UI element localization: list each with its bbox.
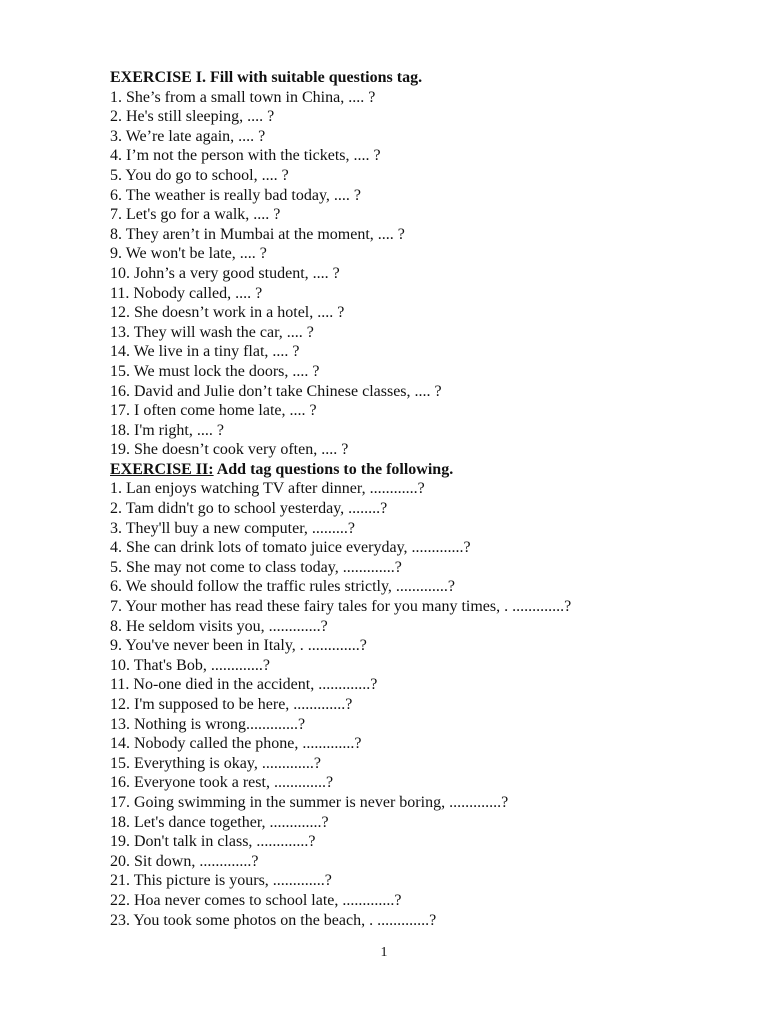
exercise-1-heading: EXERCISE I. Fill with suitable questions tag. (110, 69, 423, 86)
document-page (110, 68, 750, 930)
exercise-1-item: 17. I often come home late, .... ? (110, 402, 317, 420)
exercise-1-item: 4. I’m not the person with the tickets, .... ? (110, 147, 381, 165)
exercise-1-item: 8. They aren’t in Mumbai at the moment, .... ? (110, 225, 405, 243)
exercise-2-item: 5. She may not come to class today, .............? (110, 558, 402, 576)
exercise-1-item: 10. John’s a very good student, .... ? (110, 264, 340, 282)
exercise-1-item: 11. Nobody called, .... ? (110, 284, 263, 302)
exercise-2-item: 3. They'll buy a new computer, .........? (110, 519, 355, 537)
exercise-2-item: 10. That's Bob, .............? (110, 656, 270, 674)
exercise-1-item: 2. He's still sleeping, .... ? (110, 108, 275, 126)
exercise-2-item: 6. We should follow the traffic rules strictly, .............? (110, 578, 456, 596)
exercise-2-item: 23. You took some photos on the beach, . .............? (110, 911, 437, 929)
exercise-1-item: 16. David and Julie don’t take Chinese classes, .... ? (110, 382, 442, 400)
exercise-2-item: 11. No-one died in the accident, .............? (110, 676, 378, 694)
exercise-1-item: 13. They will wash the car, .... ? (110, 323, 314, 341)
exercise-1-item: 7. Let's go for a walk, .... ? (110, 206, 281, 224)
exercise-1-list (110, 88, 750, 460)
page-number: 1 (380, 945, 388, 960)
exercise-2-item: 1. Lan enjoys watching TV after dinner, ............? (110, 480, 425, 498)
exercise-2-item: 2. Tam didn't go to school yesterday, ........? (110, 500, 388, 518)
exercise-2-item: 20. Sit down, .............? (110, 852, 259, 870)
exercise-2-item: 21. This picture is yours, .............? (110, 872, 332, 890)
exercise-2-item: 7. Your mother has read these fairy tales for you many times, . .............? (110, 598, 572, 616)
exercise-2-item: 19. Don't talk in class, .............? (110, 833, 316, 851)
exercise-2-item: 22. Hoa never comes to school late, .............? (110, 891, 402, 909)
exercise-2-item: 4. She can drink lots of tomato juice everyday, .............? (110, 539, 471, 557)
exercise-2-list (110, 479, 750, 930)
exercise-1-item: 14. We live in a tiny flat, .... ? (110, 343, 300, 361)
exercise-2-heading-text: Add tag questions to the following. (213, 460, 454, 478)
exercise-2-item: 8. He seldom visits you, .............? (110, 617, 328, 635)
exercise-1-item: 19. She doesn’t cook very often, .... ? (110, 441, 349, 459)
exercise-2-heading (110, 460, 750, 480)
exercise-2-item: 17. Going swimming in the summer is never boring, .............? (110, 793, 509, 811)
exercise-1-item: 6. The weather is really bad today, .... ? (110, 186, 362, 204)
exercise-2-item: 12. I'm supposed to be here, .............? (110, 696, 353, 713)
exercise-2-item: 16. Everyone took a rest, .............? (110, 774, 334, 792)
exercise-2-item: 13. Nothing is wrong.............? (110, 715, 306, 733)
exercise-2-item: 18. Let's dance together, .............? (110, 813, 329, 831)
exercise-1-item: 15. We must lock the doors, .... ? (110, 362, 320, 380)
exercise-2-heading-label: EXERCISE II: (110, 460, 214, 478)
exercise-1-item: 12. She doesn’t work in a hotel, .... ? (110, 304, 345, 322)
exercise-1-item: 18. I'm right, .... ? (110, 421, 224, 439)
exercise-2-item: 15. Everything is okay, .............? (110, 754, 321, 772)
exercise-1-item: 3. We’re late again, .... ? (110, 127, 266, 145)
exercise-1-item: 9. We won't be late, .... ? (110, 245, 267, 263)
exercise-2-item: 9. You've never been in Italy, . .............? (110, 637, 367, 655)
exercise-2-item: 14. Nobody called the phone, .............? (110, 735, 362, 753)
exercise-1-item: 1. She’s from a small town in China, .... ? (110, 88, 376, 106)
exercise-1-item: 5. You do go to school, .... ? (110, 166, 289, 184)
